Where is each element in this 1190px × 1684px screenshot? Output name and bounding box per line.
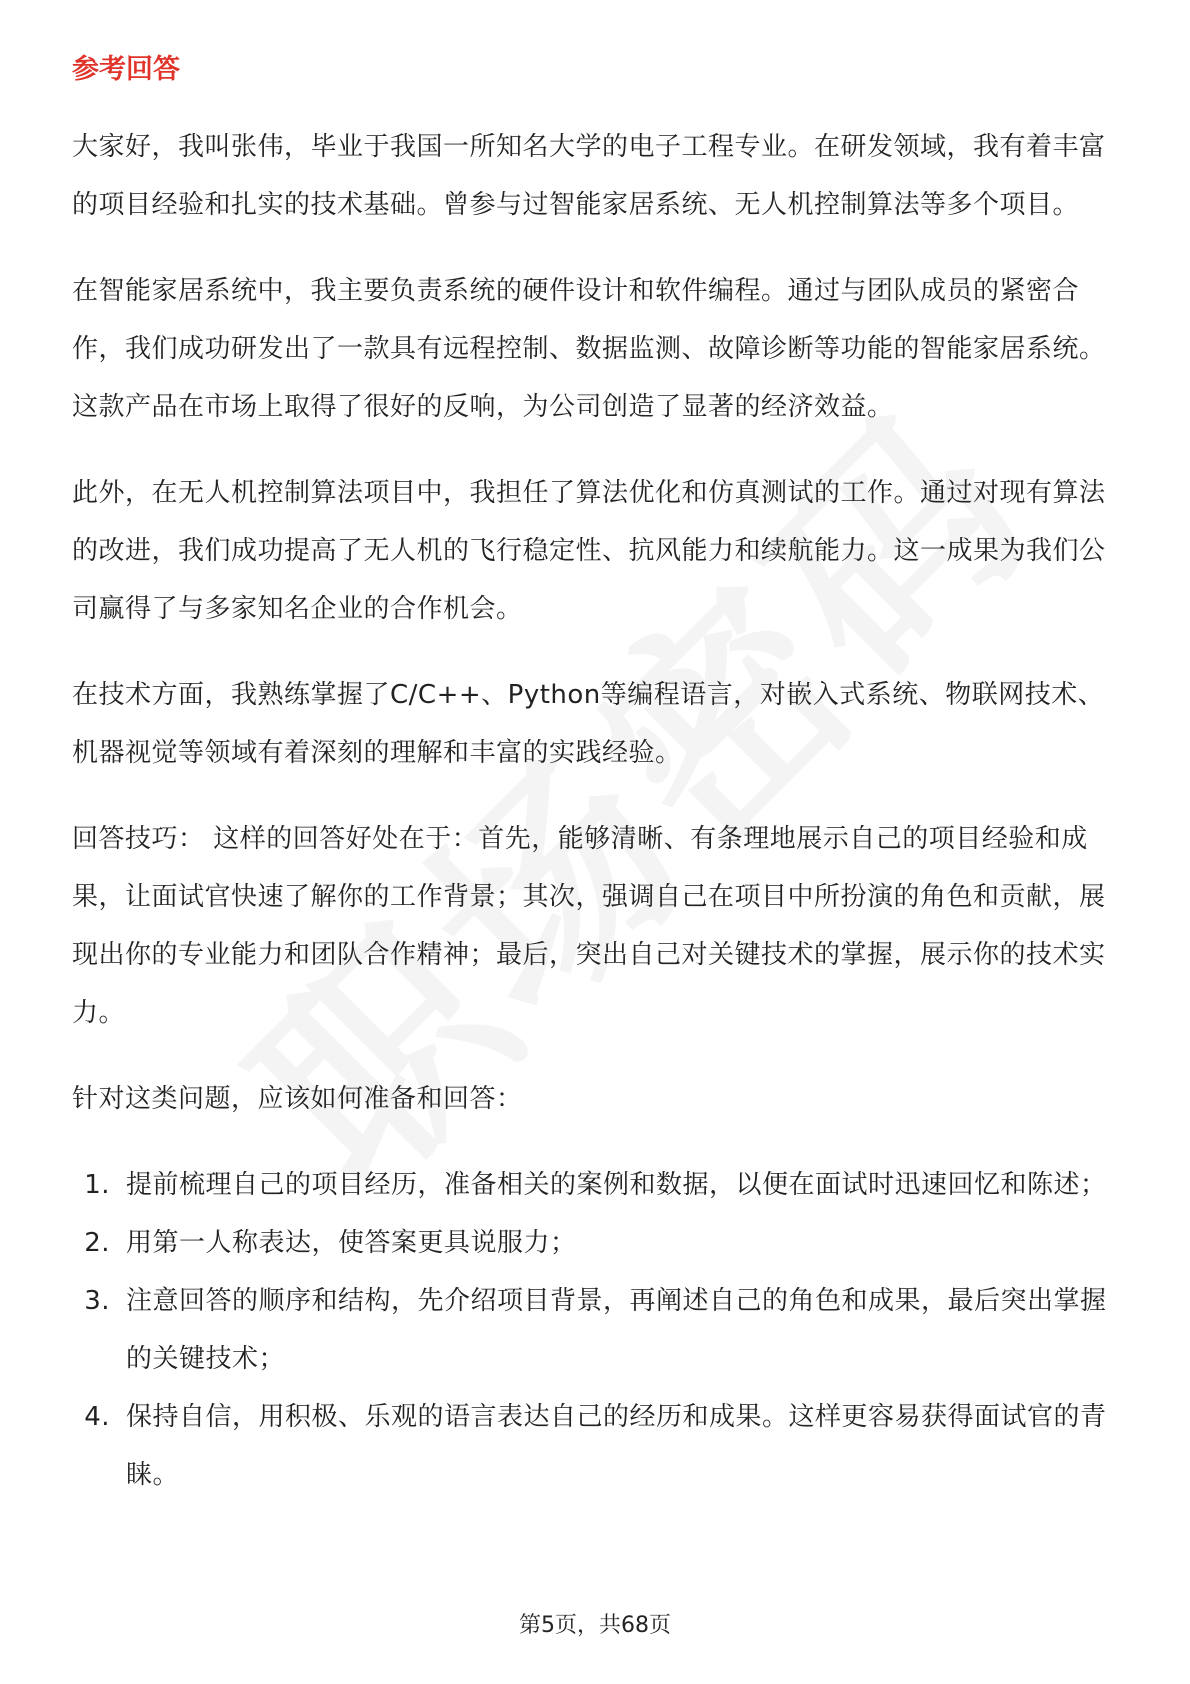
document-page [72, 50, 1122, 1504]
list-text: 保持自信，用积极、乐观的语言表达自己的经历和成果。这样更容易获得面试官的青睐。 [126, 1402, 1107, 1490]
list-text: 注意回答的顺序和结构，先介绍项目背景，再阐述自己的角色和成果，最后突出掌握的关键技术； [126, 1286, 1107, 1374]
list-item [72, 1272, 1122, 1388]
paragraph-drone: 此外，在无人机控制算法项目中，我担任了算法优化和仿真测试的工作。通过对现有算法的改进，我们成功提高了无人机的飞行稳定性、抗风能力和续航能力。这一成果为我们公司赢得了与多家知名企业的合作机会。 [72, 478, 1106, 624]
section-heading: 参考回答 [72, 54, 180, 85]
list-text: 用第一人称表达，使答案更具说服力； [126, 1228, 577, 1258]
paragraph-intro: 大家好，我叫张伟，毕业于我国一所知名大学的电子工程专业。在研发领域，我有着丰富的项目经验和扎实的技术基础。曾参与过智能家居系统、无人机控制算法等多个项目。 [72, 132, 1106, 220]
list-item [72, 1214, 1122, 1272]
list-number: 2. [84, 1228, 110, 1258]
page-footer: 第5页，共68页 [519, 1613, 671, 1638]
paragraph-prep-intro: 针对这类问题，应该如何准备和回答： [72, 1084, 523, 1114]
list-number: 4. [84, 1402, 110, 1432]
prep-list [72, 1156, 1122, 1504]
list-item [72, 1388, 1122, 1504]
list-text: 提前梳理自己的项目经历，准备相关的案例和数据，以便在面试时迅速回忆和陈述； [126, 1170, 1107, 1200]
paragraph-answer-tips: 回答技巧： 这样的回答好处在于：首先，能够清晰、有条理地展示自己的项目经验和成果，让面试官快速了解你的工作背景；其次，强调自己在项目中所扮演的角色和贡献，展现出你的专业能力和团队合作精神；最后，突出自己对关键技术的掌握，展示你的技术实力。 [72, 824, 1106, 1028]
paragraph-smart-home: 在智能家居系统中，我主要负责系统的硬件设计和软件编程。通过与团队成员的紧密合作，我们成功研发出了一款具有远程控制、数据监测、故障诊断等功能的智能家居系统。这款产品在市场上取得了很好的反响，为公司创造了显著的经济效益。 [72, 276, 1106, 422]
list-number: 1. [84, 1170, 110, 1200]
list-number: 3. [84, 1286, 110, 1316]
list-item [72, 1156, 1122, 1214]
paragraph-tech-skills: 在技术方面，我熟练掌握了C/C++、Python等编程语言，对嵌入式系统、物联网技术、机器视觉等领域有着深刻的理解和丰富的实践经验。 [72, 680, 1105, 768]
